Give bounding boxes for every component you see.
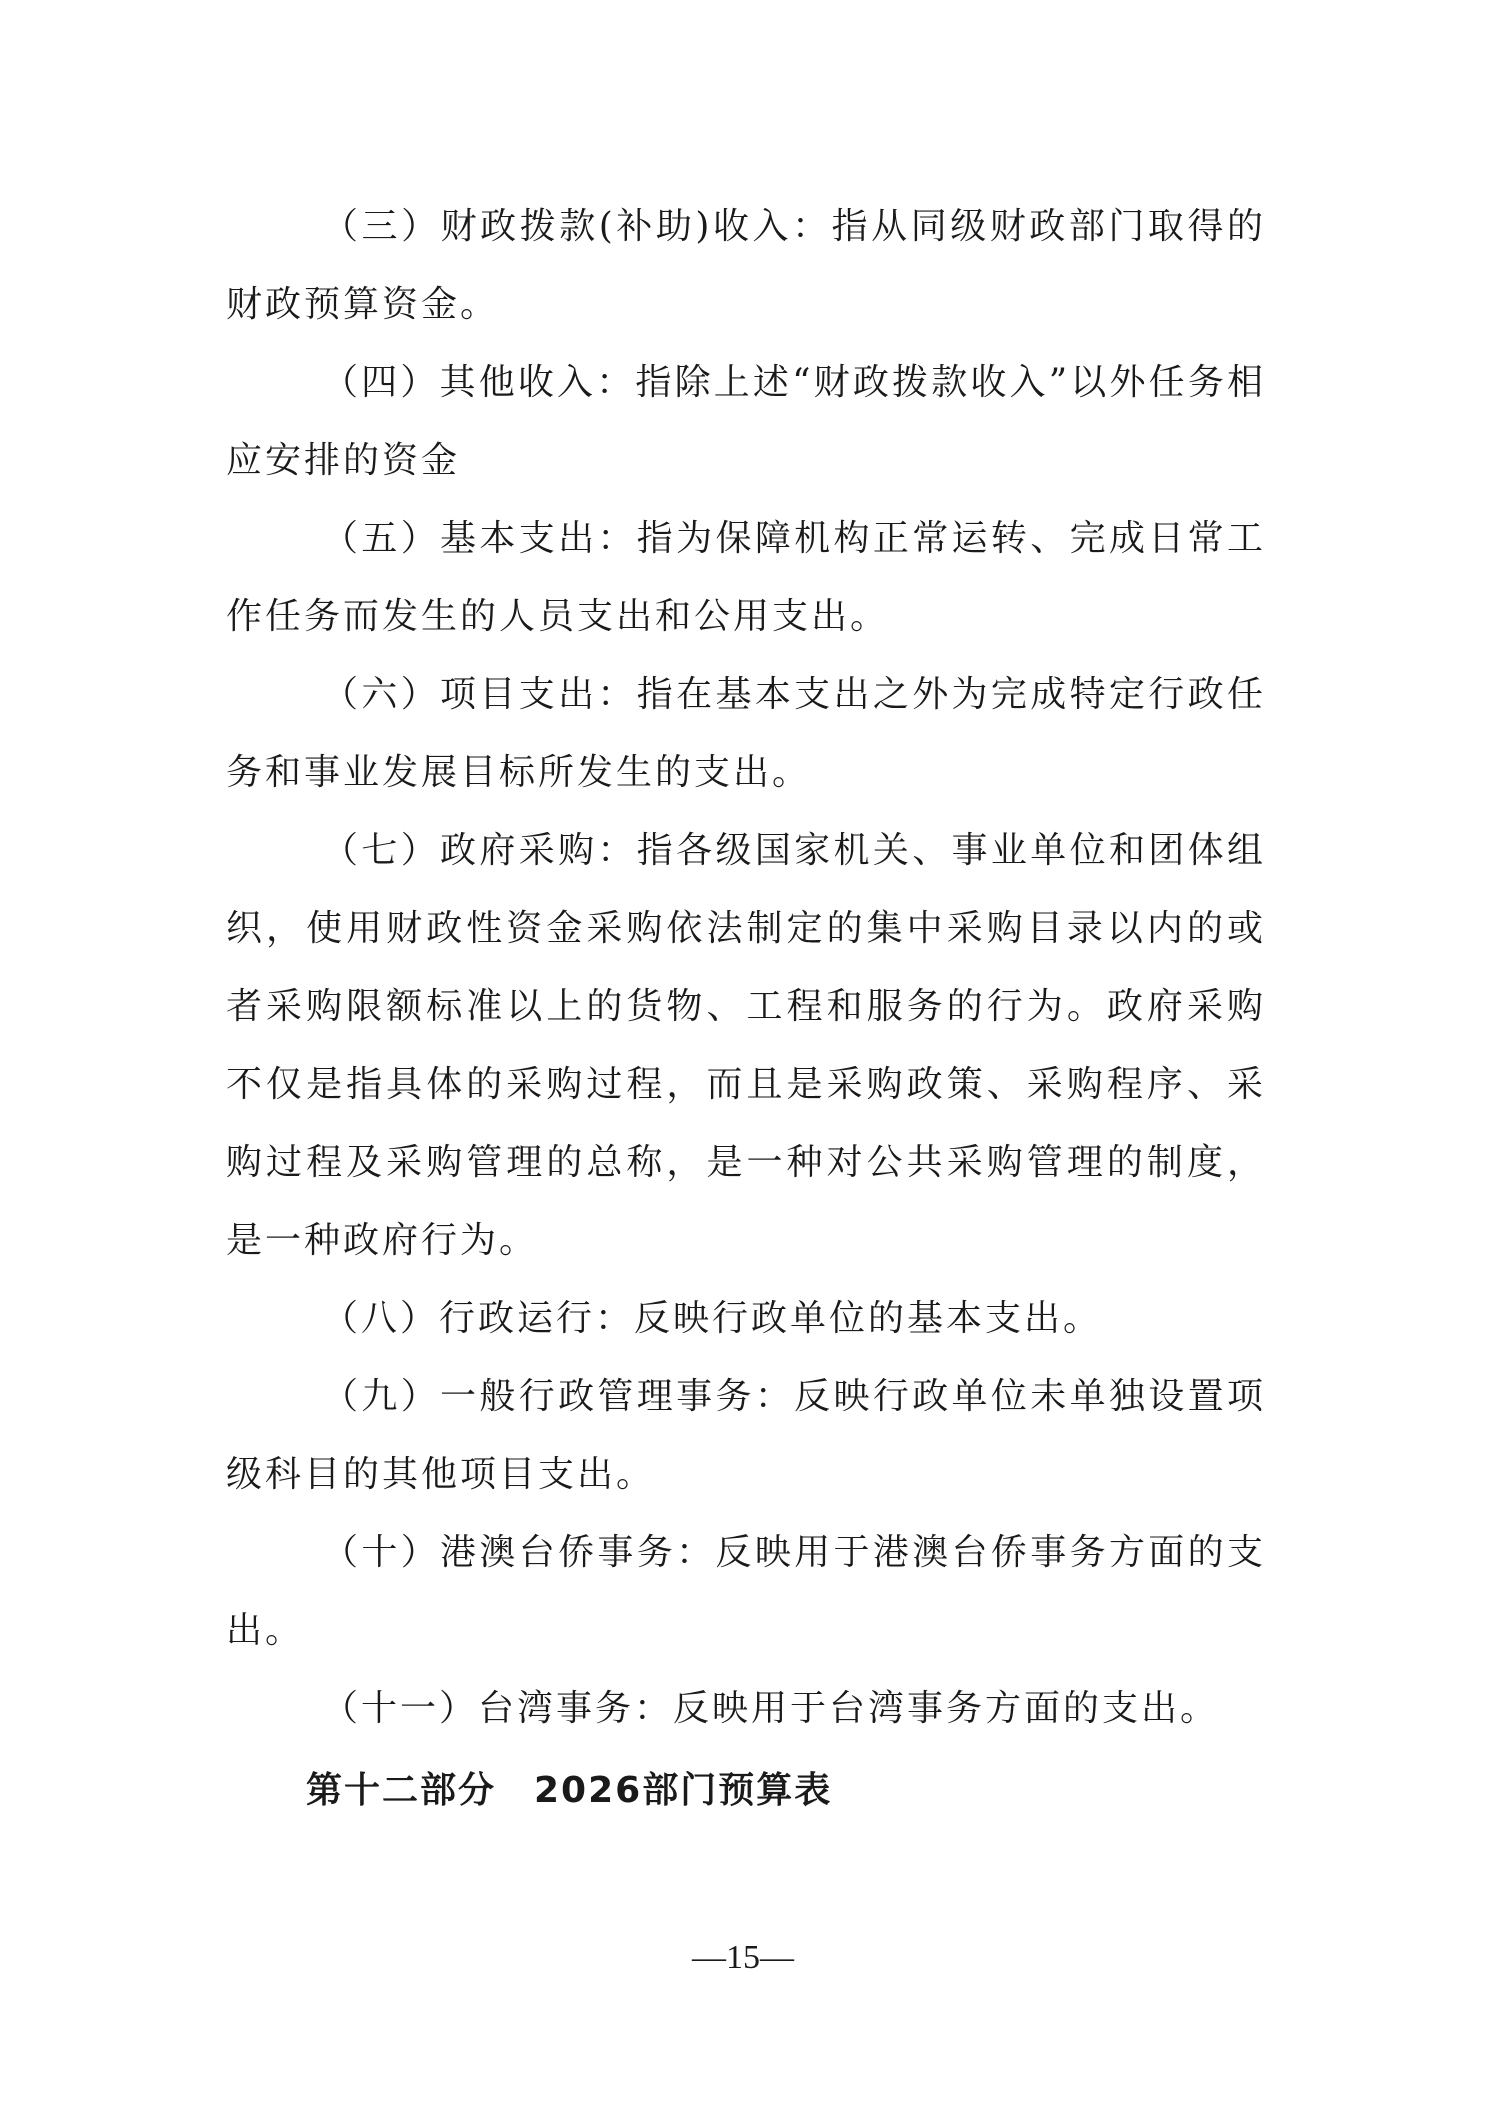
definition-paragraph-10: （十）港澳台侨事务：反映用于港澳台侨事务方面的支出。	[226, 1532, 1266, 1651]
definition-paragraph-11: （十一）台湾事务：反映用于台湾事务方面的支出。	[322, 1688, 1220, 1729]
definition-paragraph-8: （八）行政运行：反映行政单位的基本支出。	[322, 1298, 1103, 1339]
definition-paragraph-3: （三）财政拨款(补助)收入：指从同级财政部门取得的财政预算资金。	[226, 206, 1266, 325]
section-heading: 第十二部分 2026部门预算表	[306, 1770, 833, 1811]
definition-paragraph-7: （七）政府采购：指各级国家机关、事业单位和团体组织，使用财政性资金采购依法制定的集中采购目录以内的或者采购限额标准以上的货物、工程和服务的行为。政府采购不仅是指具体的采购过程，而且是采购政策、采购程序、采购过程及采购管理的总称，是一种对公共采购管理的制度，是一种政府行为。	[226, 830, 1266, 1261]
definition-paragraph-9: （九）一般行政管理事务：反映行政单位未单独设置项级科目的其他项目支出。	[226, 1376, 1266, 1495]
page-number: —15—	[692, 1939, 794, 1976]
definition-paragraph-5: （五）基本支出：指为保障机构正常运转、完成日常工作任务而发生的人员支出和公用支出。	[226, 518, 1266, 637]
page-body	[226, 188, 1266, 1830]
definition-paragraph-6: （六）项目支出：指在基本支出之外为完成特定行政任务和事业发展目标所发生的支出。	[226, 674, 1266, 793]
definition-paragraph-4: （四）其他收入：指除上述“财政拨款收入”以外任务相应安排的资金	[226, 362, 1266, 481]
